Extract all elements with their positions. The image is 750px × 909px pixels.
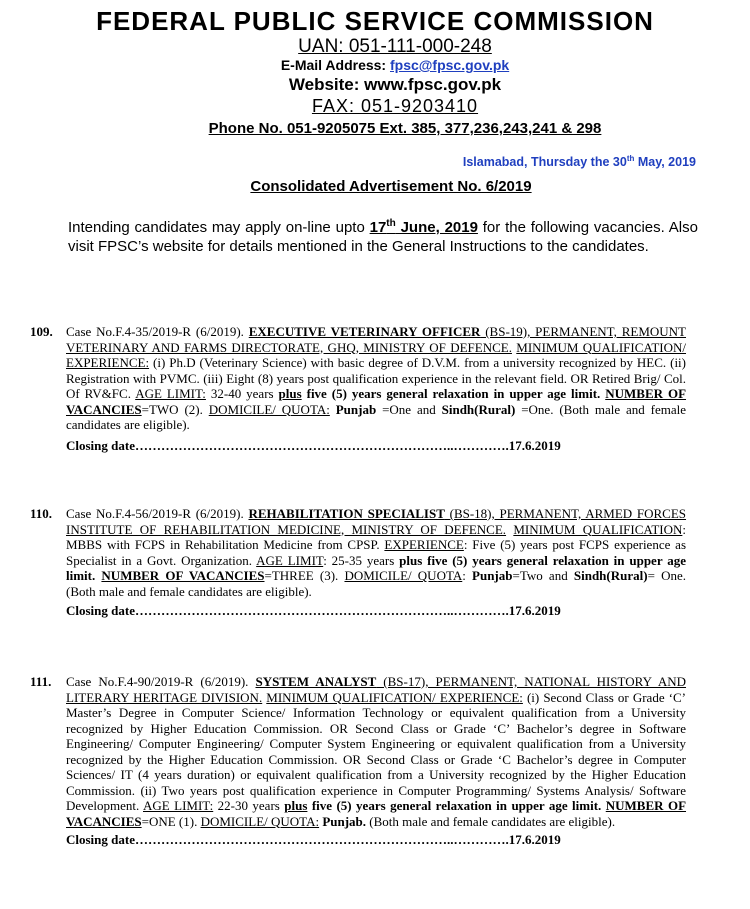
qualification-heading: MINIMUM QUALIFICATION xyxy=(513,521,683,537)
date-text-end: May, 2019 xyxy=(634,155,696,170)
vacancies-heading: NUMBER OF VACANCIES xyxy=(66,386,687,417)
email-label: E-Mail Address: xyxy=(280,57,390,73)
case-body xyxy=(66,324,686,433)
age-limit-heading: AGE LIMIT: xyxy=(143,798,214,813)
org-title: FEDERAL PUBLIC SERVICE COMMISSION xyxy=(96,6,654,36)
case-entry xyxy=(30,674,686,848)
department: (BS-19), PERMANENT, REMOUNT VETERINARY AND FARMS DIRECTORATE, GHQ, MINISTRY OF DEFENCE. xyxy=(66,324,686,355)
province-punjab: Punjab xyxy=(472,568,513,583)
case-number: 110. xyxy=(30,506,53,521)
date-text: Islamabad, Thursday the 30 xyxy=(462,155,627,170)
post-title: REHABILITATION SPECIALIST xyxy=(248,506,445,521)
date-sup: th xyxy=(626,154,635,163)
vacancies-text: =THREE (3). xyxy=(264,568,345,583)
qualification-text: (i) Ph.D (Veterinary Science) with basic degree of D.V.M. from a university recognized by HEC. (ii) Registration with PVMC. (iii) Eight (8) years post qualification experience in the relevant field. OR Retired Brig/ Col. Of RV&FC. xyxy=(66,355,686,401)
case-number: 111. xyxy=(30,674,52,689)
age-limit-text: 22-30 years xyxy=(213,798,285,813)
qualification-heading: MINIMUM QUALIFICATION/ EXPERIENCE: xyxy=(266,689,523,705)
qualification-text: (i) Second Class or Grade ‘C’ Master’s Degree in Computer Science/ Information Technology or equivalent qualification from a University recognized by Higher Education Commission. OR Second Class or Grade ‘C’ Bachelor’s degree in Software Engineering/ Computer Engineering/ Computer System Engineering or equivalent qualification from a University recognized by the Higher Education Commission. OR Second Class or Grade ‘C Bachelor’s degree in Computer Sciences/ IT (4 years duration) or equivalent qualification from a University recognized by the Higher Education Commission. (ii) Two years post qualification experience in Computer Programming/ Systems Analysis/ Software Development. xyxy=(66,689,686,813)
qualification-heading: MINIMUM QUALIFICATION/ EXPERIENCE: xyxy=(66,339,687,370)
quota-text: (Both male and female candidates are eligible). xyxy=(366,813,616,829)
domicile-heading: DOMICILE/ QUOTA: xyxy=(200,813,320,829)
domicile-heading: DOMICILE/ QUOTA xyxy=(344,568,463,583)
uan-number: UAN: 051-111-000-248 xyxy=(298,36,492,57)
closing-date: Closing date………………………………………………………………..………….17.6.2019 xyxy=(66,603,561,618)
age-limit-heading: AGE LIMIT: xyxy=(135,386,206,401)
closing-date: Closing date………………………………………………………………..………….17.6.2019 xyxy=(66,437,561,453)
case-entry xyxy=(30,324,686,453)
case-ref: Case No.F.4-56/2019-R (6/2019). xyxy=(66,506,249,521)
case-body xyxy=(66,506,686,599)
quota-text: =Two and xyxy=(512,568,574,583)
case-text: : xyxy=(462,568,473,583)
post-title: SYSTEM ANALYST xyxy=(255,674,377,689)
quota-text-end: = One. (Both male and female candidates are eligible). xyxy=(66,568,686,599)
experience-heading: EXPERIENCE xyxy=(384,537,464,552)
relaxation-text: five (5) years general relaxation in upper age limit. xyxy=(66,552,686,583)
case-body xyxy=(66,674,686,829)
email-line xyxy=(20,57,750,73)
closing-date: Closing date………………………………………………………………..………….17.6.2019 xyxy=(66,832,561,847)
email-link[interactable]: fpsc@fpsc.gov.pk xyxy=(389,57,510,73)
plus-word: plus xyxy=(284,798,308,813)
department: (BS-18), PERMANENT, ARMED FORCES INSTITUTE OF REHABILITATION MEDICINE, MINISTRY OF DEFENCE. xyxy=(66,506,687,537)
vacancies-heading: NUMBER OF VACANCIES xyxy=(101,568,265,583)
vacancies-text: =TWO (2). xyxy=(141,401,209,417)
province-sindh: Sindh(Rural) xyxy=(441,401,516,417)
intro-paragraph xyxy=(68,214,698,256)
case-ref: Case No.F.4-90/2019-R (6/2019). xyxy=(66,674,256,689)
age-limit-text: : 25-35 years xyxy=(323,552,400,568)
deadline-sup: th xyxy=(386,218,396,229)
case-number: 109. xyxy=(30,324,53,339)
issue-date xyxy=(463,154,696,169)
deadline xyxy=(370,219,478,236)
province-punjab: Punjab. xyxy=(322,813,367,829)
vacancies-text: =ONE (1). xyxy=(141,813,201,829)
case-entry xyxy=(30,506,686,619)
relaxation-text: five (5) years general relaxation in upper age limit. xyxy=(307,798,602,813)
post-title: EXECUTIVE VETERINARY OFFICER xyxy=(248,324,481,339)
plus-word: plus xyxy=(278,386,302,401)
quota-text: =One and xyxy=(376,401,442,417)
qualification-text: : MBBS with FCPS in Rehabilitation Medicine from CPSP. xyxy=(66,521,686,552)
plus-word: plus xyxy=(399,552,423,568)
website-line: Website: www.fpsc.gov.pk xyxy=(288,75,502,94)
domicile-heading: DOMICILE/ QUOTA: xyxy=(208,401,330,417)
age-limit-text: 32-40 years xyxy=(205,386,279,401)
phone-numbers: Phone No. 051-9205075 Ext. 385, 377,236,243,241 & 298 xyxy=(208,120,602,137)
advertisement-title: Consolidated Advertisement No. 6/2019 xyxy=(250,178,532,195)
vacancies-heading: NUMBER OF VACANCIES xyxy=(66,798,687,829)
quota-text-end: =One. (Both male and female candidates are eligible). xyxy=(66,401,686,432)
relaxation-text: five (5) years general relaxation in upper age limit. xyxy=(301,386,601,401)
province-punjab: Punjab xyxy=(335,401,377,417)
age-limit-heading: AGE LIMIT xyxy=(256,552,324,568)
intro-text-end: for the following vacancies. Also visit FPSC’s website for details mentioned in the General Instructions to the candidates. xyxy=(68,219,698,255)
experience-text: : Five (5) years post FCPS experience as Specialist in a Govt. Organization. xyxy=(66,537,687,568)
province-sindh: Sindh(Rural) xyxy=(573,568,648,583)
deadline-day: 17 xyxy=(369,219,387,236)
fax-number: FAX: 051-9203410 xyxy=(311,96,479,116)
case-ref: Case No.F.4-35/2019-R (6/2019). xyxy=(66,324,249,339)
intro-text: Intending candidates may apply on-line upto xyxy=(68,219,370,236)
deadline-rest: June, 2019 xyxy=(395,219,478,236)
department: (BS-17), PERMANENT, NATIONAL HISTORY AND LITERARY HERITAGE DIVISION. xyxy=(66,674,687,705)
